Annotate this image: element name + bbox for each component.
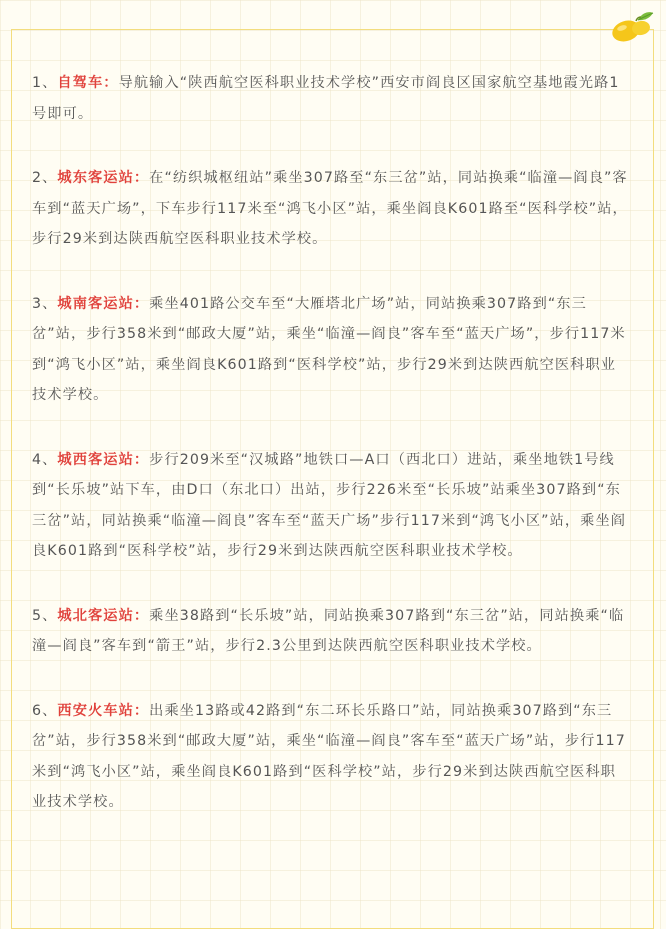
- route-item-railway-station: [32, 696, 630, 818]
- route-title: 西安火车站：: [57, 702, 150, 719]
- route-number: 3、: [32, 295, 58, 312]
- route-text: 乘坐38路到“长乐坡”站，同站换乘307路到“东三岔”站，同站换乘“临潼—阎良”客车到“箭王”站，步行2.3公里到达陕西航空医科职业技术学校。: [32, 607, 625, 654]
- route-text: 步行209米至“汉城路”地铁口—A口（西北口）进站，乘坐地铁1号线到“长乐坡”站下车，由D口（东北口）出站，步行226米至“长乐坡”站乘坐307路到“东三岔”站，同站换乘“临潼—阎良”客车至“蓝天广场”步行117米到“鸿飞小区”站，乘坐阎良K601路到“医科学校”站，步行29米到达陕西航空医科职业技术学校。: [32, 451, 627, 559]
- route-number: 1、: [32, 75, 58, 91]
- route-number: 2、: [32, 170, 58, 186]
- route-title: 城南客运站：: [57, 295, 150, 312]
- route-title: 自驾车：: [57, 75, 119, 91]
- route-item-west-station: [32, 445, 630, 567]
- route-text: 导航输入“陕西航空医科职业技术学校”西安市阎良区国家航空基地霞光路1号即可。: [32, 75, 620, 122]
- route-title: 城北客运站：: [57, 607, 150, 624]
- route-number: 4、: [32, 451, 58, 468]
- route-number: 5、: [32, 607, 58, 624]
- route-item-north-station: [32, 601, 630, 662]
- route-text: 出乘坐13路或42路到“东二环长乐路口”站，同站换乘307路到“东三岔”站，步行358米到“邮政大厦”站，乘坐“临潼—阎良”客车至“蓝天广场”站，步行117米到“鸿飞小区”站，乘坐阎良K601路到“医科学校”站，步行29米到达陕西航空医科职业技术学校。: [32, 702, 626, 810]
- route-title: 城东客运站：: [57, 170, 150, 186]
- route-text: 在“纺织城枢纽站”乘坐307路至“东三岔”站，同站换乘“临潼—阎良”客车到“蓝天广场”，下车步行117米至“鸿飞小区”站，乘坐阎良K601路至“医科学校”站，步行29米到达陕西航空医科职业技术学校。: [32, 170, 628, 247]
- route-number: 6、: [32, 702, 58, 719]
- route-item-self-drive: [32, 68, 630, 129]
- route-item-south-station: [32, 289, 630, 411]
- route-title: 城西客运站：: [57, 451, 150, 468]
- route-list: [32, 68, 630, 818]
- lemon-icon: [608, 8, 654, 44]
- route-item-east-station: [32, 163, 630, 255]
- route-text: 乘坐401路公交车至“大雁塔北广场”站，同站换乘307路到“东三岔”站，步行358米到“邮政大厦”站，乘坐“临潼—阎良”客车至“蓝天广场”，步行117米到“鸿飞小区”站，乘坐阎良K601路到“医科学校”站，步行29米到达陕西航空医科职业技术学校。: [32, 295, 626, 403]
